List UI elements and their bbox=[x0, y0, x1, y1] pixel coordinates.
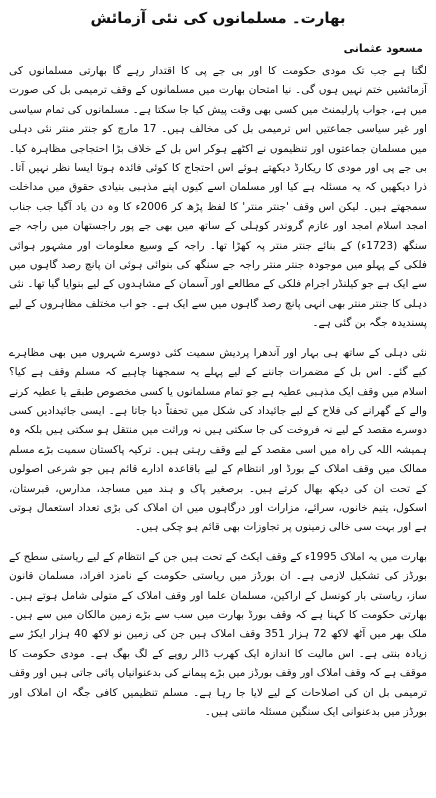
article-body bbox=[9, 62, 427, 722]
article-paragraph-2: نئی دہلی کے ساتھ ہی بہار اور آندھرا پردیش سمیت کئی دوسرے شہروں میں بھی مظاہرے کیے گئے۔ اس بل کے مضمرات جاننے کے لیے پہلے یہ سمجھنا چاہیے کہ مسلم وقف ہے کیا؟ اسلام میں وقف ایک مذہبی عطیہ ہے جو تمام مسلمانوں یا کسی مخصوص طبقے یا عطیہ کرنے والے کے گھرانے کی فلاح کے لیے جائیداد کی شکل میں تحفتاً دیا جاتا ہے۔ ایسی جائیدادیں کسی دوسرے مقصد کے لیے نہ فروخت کی جا سکتی ہیں نہ وراثت میں منتقل ہو سکتی ہیں بلکہ وہ ہمیشہ اللہ کی راہ میں اسی مقصد کے لیے وقف رہتی ہیں۔ ترکیہ پاکستان سمیت بڑے مسلم ممالک میں وقف املاک کے بورڈ اور انتظام کے لیے باقاعدہ ادارے قائم ہیں جو شرعی اصولوں کے تحت ان کی دیکھ بھال کرتے ہیں۔ برصغیر پاک و ہند میں مساجد، مدارس، قبرستان، اسکول، یتیم خانوں، سرائے، مزارات اور درگاہوں میں ان املاک کی بڑی تعداد استعمال ہوتی ہے اور بہت سی خالی زمینوں پر تجاوزات بھی قائم ہو چکی ہیں۔ bbox=[9, 346, 427, 534]
article-paragraph-1: لگتا ہے جب تک مودی حکومت کا اور بی جے پی کا اقتدار رہے گا بھارتی مسلمانوں کی آزمائشیں ختم نہیں ہوں گی۔ نیا امتحان بھارت میں مسلمانوں کے وقف ترمیمی بل کی صورت میں ہے، جواب پارلیمنٹ میں کسی بھی وقت پیش کیا جا سکتا ہے۔ مسلمانوں کی تمام سیاسی اور غیر سیاسی جماعتیں اس ترمیمی بل کی مخالف ہیں۔ 17 مارچ کو جنتر منتر نئی دہلی میں مسلمان جماعتوں اور تنظیموں نے اکٹھے ہوکر اس بل کے خلاف بڑا احتجاجی مظاہرہ کیا۔ بی جے پی اور مودی کا ریکارڈ دیکھتے ہوئے اس احتجاج کا کوئی فائدہ ہوتا ایسا نظر نہیں آتا۔ ذرا دیکھیں کہ یہ مسئلہ ہے کیا اور مسلمان اسے کیوں اپنے مذہبی بنیادی حقوق میں مداخلت سمجھتے ہیں۔ لیکن اس وقف 'جنتر منتر' کا لفظ پڑھ کر 2006ء کا وہ دن یاد آگیا جب جناب امجد اسلام امجد اور عازم گروندر کوہلی کے ساتھ میں بھی جے پور راجستھان میں راجہ جے سنگھ (1723ء) کے بنائے جنتر منتر پہ کھڑا تھا۔ راجہ کے وسیع معلومات اور مشہور ہوائی فلکی کے پہلو میں موجودہ جنتر منتر راجہ جے سنگھ کی بنوائی ہوئی ان پانچ رصد گاہوں میں سے ایک ہے جو کیلنڈر اجرام فلکی کے مطالعے اور آسمان کے مشاہدوں کے لیے بنوایا گیا تھا۔ نئی دہلی کا جنتر منتر بھی انہی پانچ رصد گاہوں میں سے ایک ہے۔ جو اب مختلف مظاہروں کے لیے پسندیدہ جگہ بن گئی ہے۔ bbox=[9, 65, 428, 330]
article-byline: مسعود عثمانی bbox=[343, 42, 423, 55]
article-headline: بھارت۔ مسلمانوں کی نئی آزمائش bbox=[90, 9, 346, 27]
article-paragraph-3: بھارت میں یہ املاک 1995ء کے وقف ایکٹ کے تحت ہیں جن کے انتظام کے لیے ریاستی سطح کے بورڈز کی تشکیل لازمی ہے۔ ان بورڈز میں ریاستی حکومت کے نامزد افراد، مسلمان قانون ساز، ریاستی بار کونسل کے اراکین، مسلمان علما اور وقف املاک کے متولی شامل ہوتے ہیں۔ بھارتی حکومت کا کہنا ہے کہ وقف بورڈ بھارت میں سب سے بڑے زمین مالکان میں سے ہیں۔ ملک بھر میں آٹھ لاکھ 72 ہزار 351 وقف املاک ہیں جن کی زمین نو لاکھ 40 ہزار ایکڑ سے زیادہ بنتی ہے۔ اس مالیت کا اندازہ ایک کھرب ڈالر روپے کے لگ بھگ ہے۔ مودی حکومت کا موقف ہے کہ وقف املاک اور وقف بورڈز میں بڑے پیمانے کی بدعنوانیاں پائی جاتی ہیں اور وقف ترمیمی بل ان کی اصلاحات کے لیے لایا جا رہا ہے۔ مسلم تنظیمیں کافی جگہ ان املاک اور بورڈز میں بدعنوانی ایک سنگین مسئلہ مانتی ہیں۔ bbox=[9, 550, 427, 718]
